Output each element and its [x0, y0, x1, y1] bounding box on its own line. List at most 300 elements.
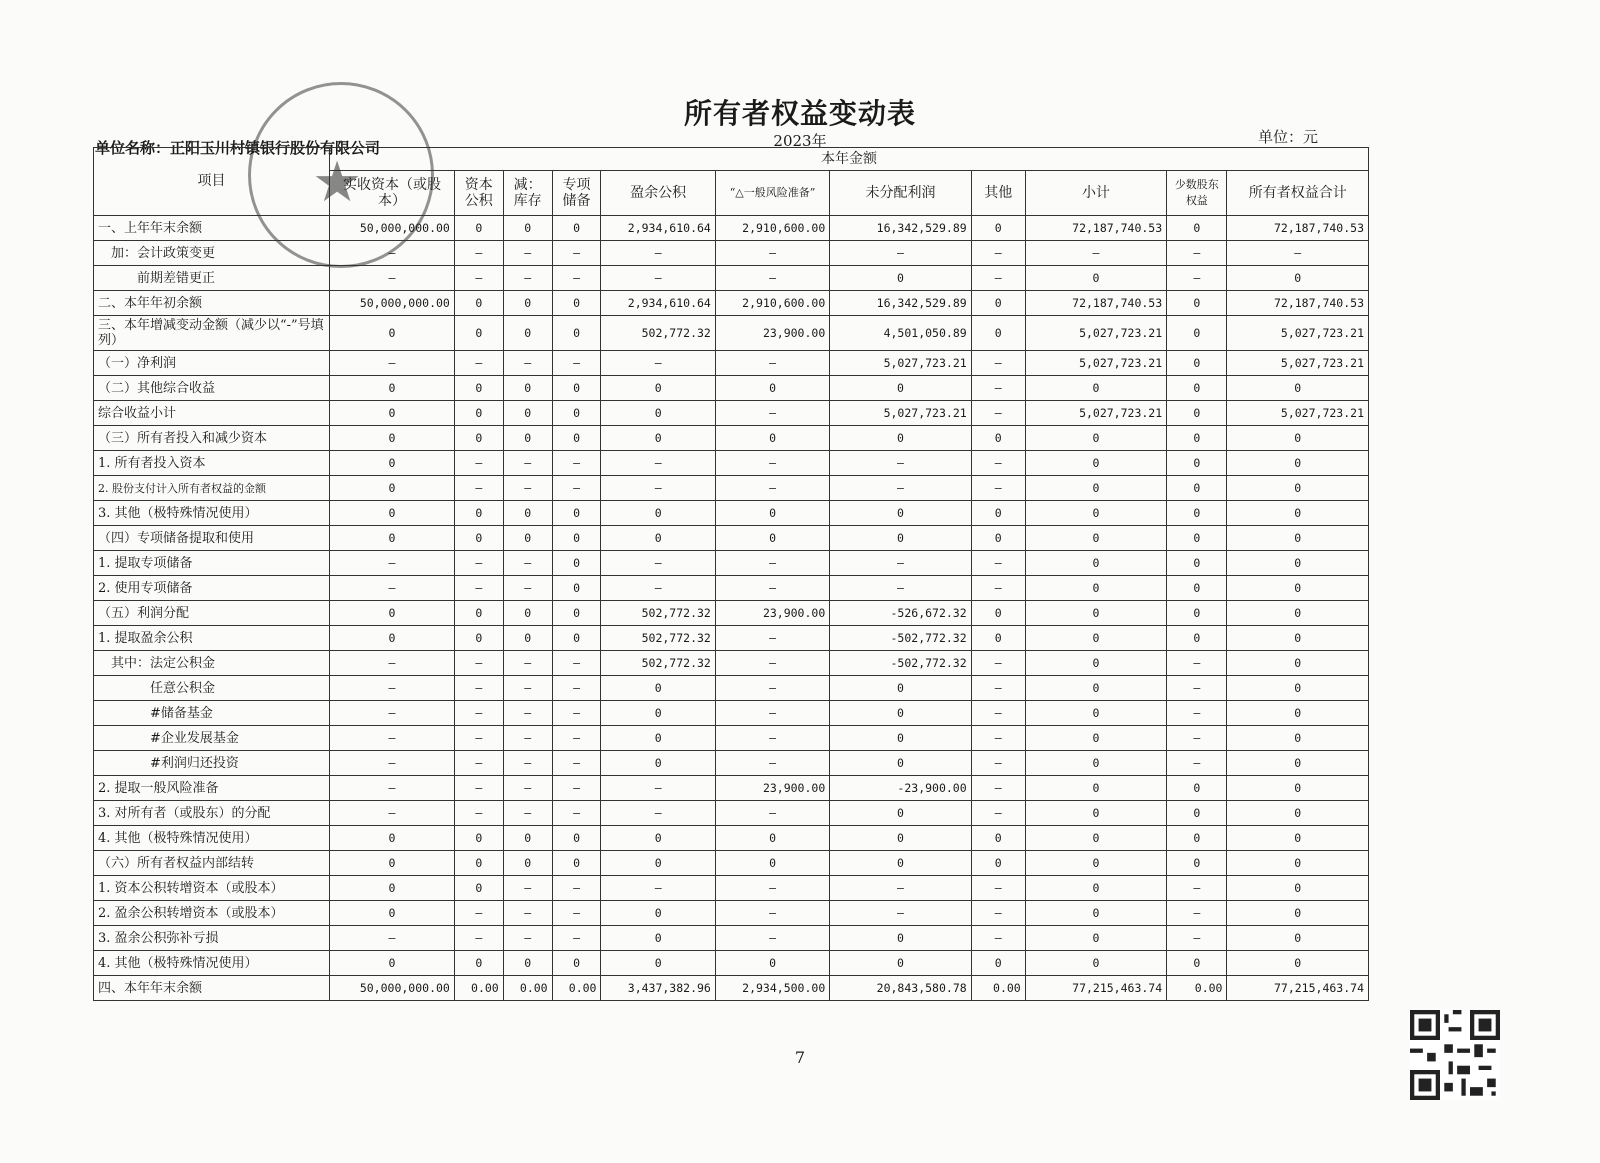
table-cell: 0.00	[454, 976, 503, 1001]
table-cell: —	[503, 551, 552, 576]
table-cell: 0	[503, 826, 552, 851]
table-cell: —	[971, 576, 1025, 601]
row-label: 1. 提取盈余公积	[94, 626, 330, 651]
table-cell: 0	[1227, 851, 1369, 876]
table-cell: 0	[503, 626, 552, 651]
table-cell: 0	[552, 216, 601, 241]
table-cell: 72,187,740.53	[1025, 291, 1166, 316]
table-cell: —	[715, 401, 829, 426]
table-cell: —	[454, 676, 503, 701]
table-cell: 0	[1025, 676, 1166, 701]
table-cell: 0	[1167, 626, 1227, 651]
table-cell: —	[715, 576, 829, 601]
table-cell: 50,000,000.00	[330, 291, 455, 316]
table-cell: —	[971, 701, 1025, 726]
row-label: 四、本年年末余额	[94, 976, 330, 1001]
table-cell: 0	[330, 901, 455, 926]
table-cell: 0	[715, 851, 829, 876]
table-cell: 0	[454, 401, 503, 426]
table-cell: 0	[971, 601, 1025, 626]
table-cell: —	[503, 476, 552, 501]
table-cell: 0	[1025, 266, 1166, 291]
table-row	[94, 626, 1369, 651]
table-cell: 0	[330, 601, 455, 626]
row-label: （四）专项储备提取和使用	[94, 526, 330, 551]
table-cell: —	[503, 901, 552, 926]
table-cell: —	[1227, 241, 1369, 266]
table-cell: 0.00	[971, 976, 1025, 1001]
table-row	[94, 876, 1369, 901]
row-label: 1. 资本公积转增资本（或股本）	[94, 876, 330, 901]
table-cell: 0	[1167, 576, 1227, 601]
table-cell: —	[715, 476, 829, 501]
row-label: 2. 使用专项储备	[94, 576, 330, 601]
table-cell: 0	[1167, 801, 1227, 826]
table-cell: 5,027,723.21	[830, 351, 971, 376]
table-cell: 50,000,000.00	[330, 976, 455, 1001]
table-cell: —	[552, 451, 601, 476]
table-cell: 0	[1167, 376, 1227, 401]
table-cell: 0	[715, 376, 829, 401]
table-cell: —	[1167, 651, 1227, 676]
table-cell: 0	[830, 266, 971, 291]
table-cell: —	[601, 776, 715, 801]
row-label: 2. 提取一般风险准备	[94, 776, 330, 801]
organization-name: 单位名称：正阳玉川村镇银行股份有限公司	[95, 139, 381, 157]
table-cell: —	[552, 351, 601, 376]
table-row	[94, 701, 1369, 726]
table-row	[94, 926, 1369, 951]
table-cell: 0	[971, 851, 1025, 876]
column-header: 所有者权益合计	[1227, 171, 1369, 216]
table-cell: —	[715, 901, 829, 926]
table-cell: —	[330, 576, 455, 601]
table-cell: 0	[1227, 926, 1369, 951]
column-header: 其他	[971, 171, 1025, 216]
table-cell: —	[330, 701, 455, 726]
table-cell: —	[830, 476, 971, 501]
table-cell: 0	[454, 501, 503, 526]
table-cell: 0	[330, 826, 455, 851]
table-cell: 0	[1025, 951, 1166, 976]
table-cell: 0	[552, 951, 601, 976]
table-cell: 0	[1167, 476, 1227, 501]
table-cell: 0	[503, 401, 552, 426]
table-cell: 0	[1227, 576, 1369, 601]
table-cell: 2,934,610.64	[601, 216, 715, 241]
row-label: 1. 提取专项储备	[94, 551, 330, 576]
table-cell: —	[830, 576, 971, 601]
table-cell: 0	[830, 701, 971, 726]
table-cell: 0	[552, 601, 601, 626]
table-cell: —	[454, 351, 503, 376]
table-cell: —	[503, 726, 552, 751]
table-row	[94, 401, 1369, 426]
table-cell: 0	[552, 551, 601, 576]
table-cell: —	[830, 451, 971, 476]
table-cell: 0	[454, 626, 503, 651]
table-cell: 0	[971, 291, 1025, 316]
column-header: “△一般风险准备”	[715, 171, 829, 216]
row-label: 4. 其他（极特殊情况使用）	[94, 826, 330, 851]
table-cell: 0	[1227, 876, 1369, 901]
seal-star-icon: ★	[312, 150, 363, 215]
table-cell: 0	[552, 626, 601, 651]
table-cell: 0	[1025, 501, 1166, 526]
table-cell: 0	[552, 426, 601, 451]
table-cell: —	[601, 476, 715, 501]
table-cell: -502,772.32	[830, 626, 971, 651]
row-label: 3. 盈余公积弥补亏损	[94, 926, 330, 951]
table-cell: 0	[1025, 726, 1166, 751]
table-cell: —	[715, 351, 829, 376]
table-cell: -502,772.32	[830, 651, 971, 676]
table-cell: —	[552, 751, 601, 776]
column-header: 盈余公积	[601, 171, 715, 216]
table-cell: —	[503, 651, 552, 676]
table-cell: 0	[503, 526, 552, 551]
table-cell: 0	[454, 951, 503, 976]
table-row	[94, 216, 1369, 241]
table-cell: —	[971, 776, 1025, 801]
table-cell: 0	[830, 676, 971, 701]
table-cell: 0.00	[1167, 976, 1227, 1001]
table-row	[94, 751, 1369, 776]
table-row	[94, 851, 1369, 876]
page-number: 7	[794, 1048, 806, 1067]
table-cell: 0	[601, 426, 715, 451]
table-cell: 0	[552, 401, 601, 426]
table-row	[94, 676, 1369, 701]
row-label: 前期差错更正	[94, 266, 330, 291]
table-cell: 502,772.32	[601, 601, 715, 626]
table-cell: 0.00	[503, 976, 552, 1001]
table-cell: 0	[454, 426, 503, 451]
table-cell: —	[454, 241, 503, 266]
row-label: 1. 所有者投入资本	[94, 451, 330, 476]
qr-code-icon	[1410, 1010, 1500, 1100]
table-cell: 0	[830, 726, 971, 751]
table-cell: 0	[971, 216, 1025, 241]
table-cell: 0	[601, 951, 715, 976]
table-cell: 72,187,740.53	[1227, 291, 1369, 316]
table-cell: —	[715, 626, 829, 651]
table-cell: 0	[1167, 451, 1227, 476]
table-cell: -23,900.00	[830, 776, 971, 801]
table-cell: 5,027,723.21	[830, 401, 971, 426]
table-cell: —	[830, 241, 971, 266]
table-cell: —	[454, 266, 503, 291]
table-cell: 502,772.32	[601, 626, 715, 651]
table-cell: —	[454, 551, 503, 576]
table-cell: 0	[330, 851, 455, 876]
table-cell: 16,342,529.89	[830, 291, 971, 316]
table-cell: 0	[552, 291, 601, 316]
table-cell: —	[971, 926, 1025, 951]
table-cell: 0	[1227, 526, 1369, 551]
table-row	[94, 526, 1369, 551]
row-label: 二、本年年初余额	[94, 291, 330, 316]
table-cell: 0	[1025, 926, 1166, 951]
table-cell: —	[454, 451, 503, 476]
table-cell: —	[552, 801, 601, 826]
table-row	[94, 826, 1369, 851]
table-cell: 0	[601, 826, 715, 851]
table-cell: 0	[552, 501, 601, 526]
table-cell: 0	[1025, 551, 1166, 576]
table-cell: 5,027,723.21	[1025, 401, 1166, 426]
table-cell: —	[330, 751, 455, 776]
table-cell: 0	[971, 826, 1025, 851]
table-cell: —	[454, 801, 503, 826]
table-cell: 0	[830, 951, 971, 976]
table-cell: 0	[552, 576, 601, 601]
row-label: #储备基金	[94, 701, 330, 726]
table-cell: 0	[1025, 826, 1166, 851]
row-label: #企业发展基金	[94, 726, 330, 751]
table-cell: 0	[454, 216, 503, 241]
table-cell: 0	[715, 826, 829, 851]
table-cell: —	[552, 476, 601, 501]
table-cell: 0	[1227, 551, 1369, 576]
table-cell: 0	[1025, 451, 1166, 476]
table-cell: 0	[601, 751, 715, 776]
column-header: 少数股东权益	[1167, 171, 1227, 216]
table-row	[94, 951, 1369, 976]
row-label: 加：会计政策变更	[94, 241, 330, 266]
table-cell: —	[454, 701, 503, 726]
table-cell: —	[971, 751, 1025, 776]
table-cell: —	[715, 651, 829, 676]
table-cell: 0	[601, 726, 715, 751]
table-cell: —	[503, 266, 552, 291]
table-cell: 77,215,463.74	[1227, 976, 1369, 1001]
table-cell: —	[552, 776, 601, 801]
table-cell: 0	[1227, 801, 1369, 826]
currency-unit: 单位：元	[1258, 128, 1319, 146]
table-cell: 0	[503, 216, 552, 241]
table-cell: —	[330, 351, 455, 376]
table-cell: —	[552, 901, 601, 926]
table-cell: —	[715, 876, 829, 901]
table-cell: 0	[1167, 216, 1227, 241]
table-cell: —	[552, 726, 601, 751]
table-cell: 0	[1227, 751, 1369, 776]
table-cell: —	[454, 576, 503, 601]
table-cell: —	[454, 776, 503, 801]
table-cell: 0	[454, 291, 503, 316]
table-cell: 0	[1227, 726, 1369, 751]
row-label: #利润归还投资	[94, 751, 330, 776]
table-cell: 0	[1167, 951, 1227, 976]
row-label: 3. 对所有者（或股东）的分配	[94, 801, 330, 826]
table-cell: 0	[330, 476, 455, 501]
table-cell: —	[971, 451, 1025, 476]
table-cell: 502,772.32	[601, 651, 715, 676]
table-cell: 0	[552, 851, 601, 876]
table-cell: 0	[330, 426, 455, 451]
column-header: 未分配利润	[830, 171, 971, 216]
table-cell: 0	[330, 526, 455, 551]
table-cell: —	[503, 801, 552, 826]
column-header: 减：库存	[503, 171, 552, 216]
table-cell: —	[1167, 876, 1227, 901]
table-cell: —	[1167, 751, 1227, 776]
table-body	[94, 216, 1369, 1001]
table-cell: —	[715, 451, 829, 476]
table-cell: 0	[454, 826, 503, 851]
table-cell: 0	[503, 951, 552, 976]
table-cell: —	[503, 451, 552, 476]
row-label: （六）所有者权益内部结转	[94, 851, 330, 876]
column-header: 实收资本（或股本）	[330, 171, 455, 216]
table-cell: —	[601, 551, 715, 576]
table-cell: —	[503, 776, 552, 801]
table-cell: 23,900.00	[715, 776, 829, 801]
table-cell: 0	[715, 526, 829, 551]
table-cell: 5,027,723.21	[1227, 351, 1369, 376]
table-cell: 0	[971, 526, 1025, 551]
table-cell: 16,342,529.89	[830, 216, 971, 241]
row-label: （一）净利润	[94, 351, 330, 376]
row-label: 一、上年年末余额	[94, 216, 330, 241]
table-cell: 0	[715, 951, 829, 976]
table-cell: 0	[1025, 901, 1166, 926]
row-label: 任意公积金	[94, 676, 330, 701]
table-cell: —	[601, 241, 715, 266]
table-cell: —	[503, 676, 552, 701]
table-cell: —	[552, 651, 601, 676]
table-cell: —	[971, 266, 1025, 291]
row-label: （三）所有者投入和减少资本	[94, 426, 330, 451]
table-cell: 0	[1167, 401, 1227, 426]
table-row	[94, 601, 1369, 626]
group-header: 本年金额	[330, 148, 1369, 171]
table-row	[94, 351, 1369, 376]
table-cell: 0	[601, 526, 715, 551]
table-row	[94, 651, 1369, 676]
table-cell: 0	[454, 601, 503, 626]
table-cell: 502,772.32	[601, 316, 715, 351]
table-cell: 0	[601, 676, 715, 701]
table-cell: —	[1167, 701, 1227, 726]
table-cell: 0	[330, 951, 455, 976]
table-row	[94, 726, 1369, 751]
table-cell: —	[1167, 241, 1227, 266]
table-cell: 0	[330, 501, 455, 526]
row-label: 综合收益小计	[94, 401, 330, 426]
table-cell: —	[552, 926, 601, 951]
table-cell: 0	[601, 926, 715, 951]
table-cell: —	[1167, 726, 1227, 751]
table-cell: 0	[1025, 626, 1166, 651]
table-cell: 0	[1227, 376, 1369, 401]
table-cell: 0	[1227, 501, 1369, 526]
table-cell: 2,934,610.64	[601, 291, 715, 316]
table-cell: 0	[552, 526, 601, 551]
table-cell: —	[503, 926, 552, 951]
table-cell: —	[330, 676, 455, 701]
table-cell: 0	[1025, 601, 1166, 626]
table-cell: 2,910,600.00	[715, 291, 829, 316]
table-cell: —	[601, 266, 715, 291]
column-header: 专项储备	[552, 171, 601, 216]
table-cell: 0	[330, 316, 455, 351]
table-cell: 0	[1227, 451, 1369, 476]
table-cell: —	[971, 241, 1025, 266]
table-cell: —	[715, 801, 829, 826]
page-title: 所有者权益变动表	[683, 97, 916, 130]
row-label: （五）利润分配	[94, 601, 330, 626]
table-cell: —	[503, 351, 552, 376]
table-cell: 0	[601, 501, 715, 526]
table-cell: 5,027,723.21	[1025, 316, 1166, 351]
table-cell: 5,027,723.21	[1025, 351, 1166, 376]
table-cell: —	[503, 241, 552, 266]
table-row	[94, 291, 1369, 316]
equity-change-table	[93, 147, 1369, 1001]
table-cell: 4,501,050.89	[830, 316, 971, 351]
table-cell: —	[601, 451, 715, 476]
table-cell: —	[971, 351, 1025, 376]
table-cell: 0	[971, 501, 1025, 526]
table-row	[94, 901, 1369, 926]
table-cell: 0	[1025, 576, 1166, 601]
row-label: 2. 盈余公积转增资本（或股本）	[94, 901, 330, 926]
table-cell: 0	[330, 401, 455, 426]
table-cell: —	[971, 551, 1025, 576]
table-cell: 0	[503, 376, 552, 401]
table-cell: 0	[601, 851, 715, 876]
table-cell: —	[971, 476, 1025, 501]
table-cell: —	[971, 876, 1025, 901]
table-cell: 0	[454, 526, 503, 551]
table-cell: —	[552, 701, 601, 726]
table-cell: —	[454, 901, 503, 926]
row-label: 三、本年增减变动金额（减少以“-”号填列）	[94, 316, 330, 351]
table-row	[94, 776, 1369, 801]
table-cell: 0	[830, 526, 971, 551]
table-cell: 0	[971, 626, 1025, 651]
table-cell: 23,900.00	[715, 601, 829, 626]
table-cell: 77,215,463.74	[1025, 976, 1166, 1001]
table-row	[94, 241, 1369, 266]
table-cell: 0	[330, 626, 455, 651]
table-row	[94, 316, 1369, 351]
table-cell: —	[330, 801, 455, 826]
table-cell: 0	[1227, 951, 1369, 976]
table-cell: 0	[1227, 426, 1369, 451]
table-row	[94, 801, 1369, 826]
table-cell: —	[971, 376, 1025, 401]
table-cell: 72,187,740.53	[1227, 216, 1369, 241]
table-cell: 0	[971, 316, 1025, 351]
table-cell: —	[503, 701, 552, 726]
table-cell: 0	[1167, 351, 1227, 376]
table-cell: —	[330, 551, 455, 576]
table-cell: —	[971, 726, 1025, 751]
table-cell: —	[503, 876, 552, 901]
table-row	[94, 501, 1369, 526]
table-cell: —	[552, 876, 601, 901]
table-cell: 0	[330, 451, 455, 476]
table-cell: 0	[1167, 851, 1227, 876]
table-cell: —	[1167, 926, 1227, 951]
table-cell: 0	[454, 376, 503, 401]
table-cell: —	[454, 926, 503, 951]
table-cell: 0	[1025, 851, 1166, 876]
table-cell: 0	[503, 316, 552, 351]
